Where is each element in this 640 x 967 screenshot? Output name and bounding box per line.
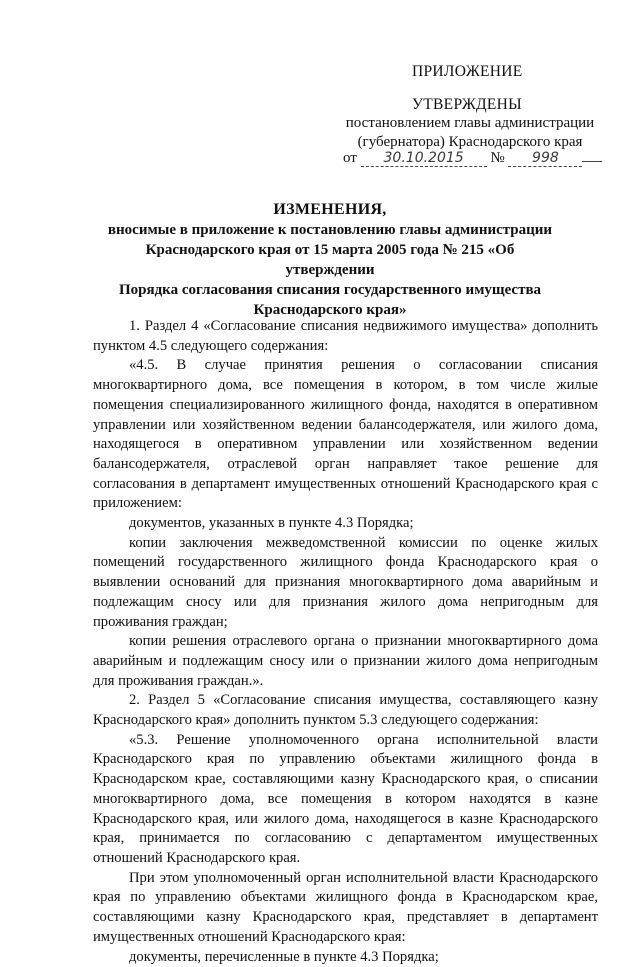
appendix-label: ПРИЛОЖЕНИЕ: [412, 63, 523, 81]
body-paragraph: «5.3. Решение уполномоченного органа исполнительной власти Краснодарского края по управлению объектами жилищного фонда в Краснодарском крае, составляющими казну Краснодарского края, о списании многоквартирного дома, все помещения в котором находятся в казне Краснодарского края, или жилого дома, находящегося в казне Краснодарского края, принимается по согласованию с департаментом имущественных отношений Краснодарского края.: [93, 731, 598, 869]
body-paragraph: копии решения отраслевого органа о признании многоквартирного дома аварийным и подлежащим сносу или о признании жилого дома непригодным для проживания граждан.».: [93, 632, 598, 691]
handwritten-date: 30.10.2015: [361, 150, 487, 167]
body-paragraph: При этом уполномоченный орган исполнительной власти Краснодарского края по управлению объектами жилищного фонда в Краснодарском крае, составляющими казну Краснодарского края, представляет в департамент имущественных отношений Краснодарского края:: [93, 869, 598, 948]
resolution-line: постановлением главы администрации: [340, 114, 600, 133]
title-main: ИЗМЕНЕНИЯ,: [100, 200, 560, 220]
handwritten-number: 998: [508, 150, 582, 167]
body-paragraph: копии заключения межведомственной комиссии по оценке жилых помещений государственного жилищного фонда Краснодарского края о выявлении оснований для признания многоквартирного дома аварийным и подлежащим сносу или для признания жилого дома непригодным для проживания граждан;: [93, 534, 598, 633]
title-line: вносимые в приложение к постановлению главы администрации: [100, 220, 560, 240]
body-paragraph: документы, перечисленные в пункте 4.3 Порядка;: [93, 948, 598, 967]
body-paragraph: документов, указанных в пункте 4.3 Порядка;: [93, 514, 598, 534]
title-line: Краснодарского края от 15 марта 2005 года № 215 «Об утверждении: [100, 240, 560, 280]
underline-tail: [582, 161, 602, 162]
date-prefix: от: [343, 150, 357, 166]
document-body: [93, 317, 598, 967]
resolution-reference: [340, 114, 600, 152]
body-paragraph: 1. Раздел 4 «Согласование списания недвижимого имущества» дополнить пунктом 4.5 следующего содержания:: [93, 317, 598, 356]
date-number-line: [343, 150, 602, 167]
title-line: Краснодарского края»: [100, 300, 560, 320]
approved-label: УТВЕРЖДЕНЫ: [412, 96, 522, 114]
body-paragraph: 2. Раздел 5 «Согласование списания имущества, составляющего казну Краснодарского края» дополнить пунктом 5.3 следующего содержания:: [93, 691, 598, 730]
title-line: Порядка согласования списания государственного имущества: [100, 280, 560, 300]
document-title: [100, 200, 560, 320]
resolution-line: (губернатора) Краснодарского края: [340, 133, 600, 152]
body-paragraph: «4.5. В случае принятия решения о согласовании списания многоквартирного дома, все помещения в котором, в том числе жилые помещения специализированного жилищного фонда, находятся в оперативном управлении или хозяйственном ведении балансодержателя, или жилого дома, находящегося в оперативном управлении или хозяйственном ведении балансодержателя, отраслевой орган направляет такое решение для согласования в департамент имущественных отношений Краснодарского края с приложением:: [93, 356, 598, 514]
number-prefix: №: [490, 150, 504, 166]
